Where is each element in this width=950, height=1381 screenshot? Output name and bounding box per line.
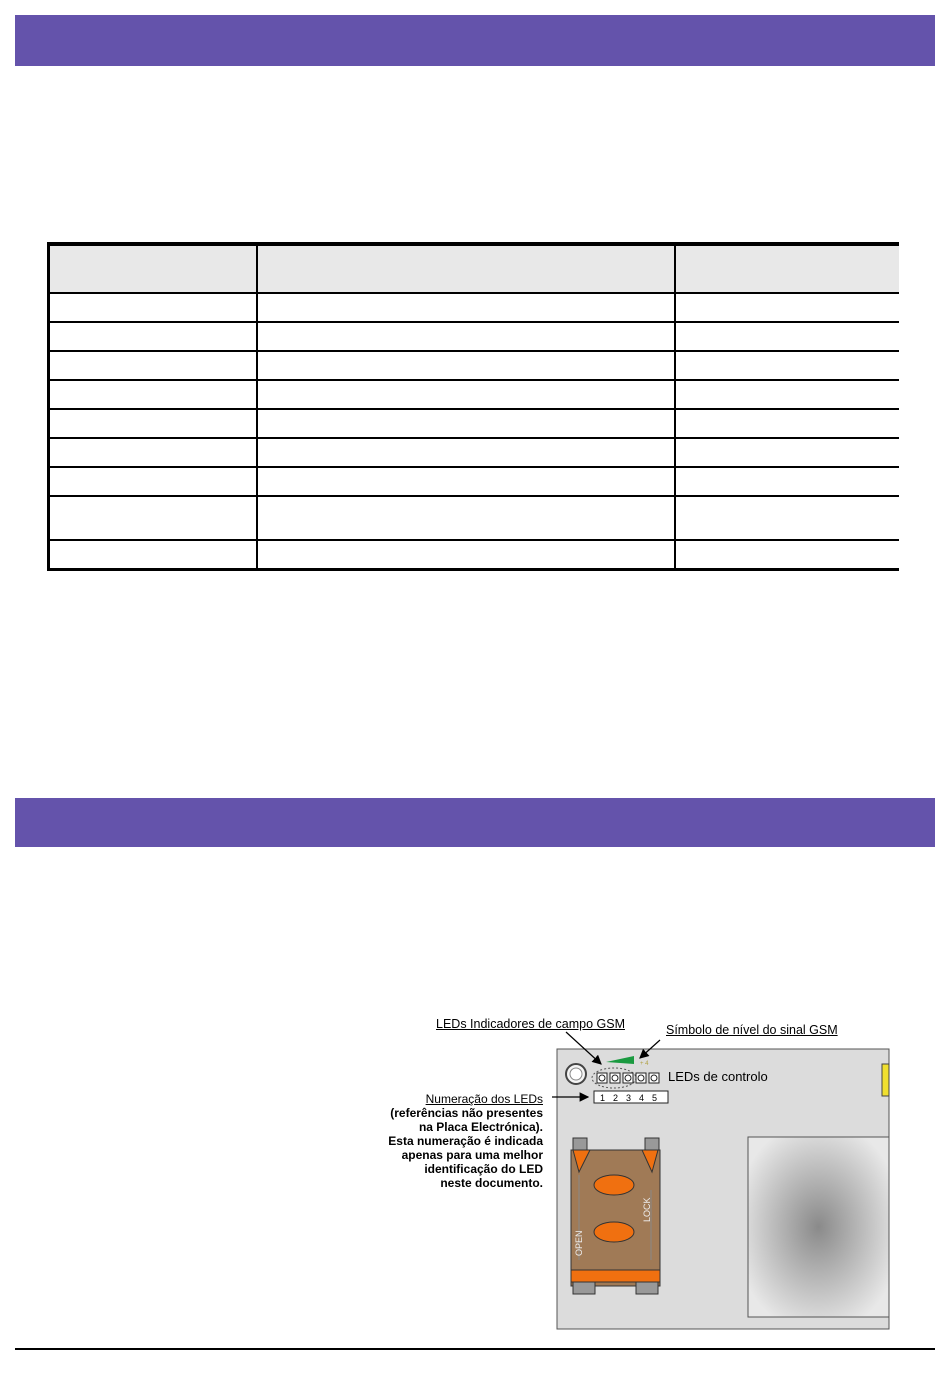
led-number: 3 [626, 1093, 632, 1103]
note-title: Numeração dos LEDs [425, 1092, 543, 1106]
svg-text:+ 4: + 4 [640, 1061, 649, 1067]
note-line: neste documento. [440, 1176, 543, 1190]
footer-rule [15, 1348, 935, 1350]
sim-lock-label: LOCK [642, 1197, 652, 1222]
gsm-leds-label: LEDs Indicadores de campo GSM [436, 1017, 625, 1031]
note-line: (referências não presentes [390, 1106, 543, 1120]
control-leds-label: LEDs de controlo [668, 1069, 768, 1084]
sim-open-label: OPEN [574, 1230, 584, 1256]
led-numbering-note [340, 1092, 543, 1190]
component-icon [882, 1064, 889, 1096]
led-number: 4 [639, 1093, 645, 1103]
led-number: 1 [600, 1093, 606, 1103]
led-number: 5 [652, 1093, 658, 1103]
note-line: apenas para uma melhor [401, 1148, 543, 1162]
control-leds [597, 1073, 659, 1083]
speaker-pad [748, 1137, 889, 1317]
signal-symbol-label: Símbolo de nível do sinal GSM [666, 1023, 838, 1037]
led-number: 2 [613, 1093, 619, 1103]
note-line: Esta numeração é indicada [388, 1134, 543, 1148]
note-line: identificação do LED [424, 1162, 543, 1176]
note-line: na Placa Electrónica). [418, 1120, 543, 1134]
